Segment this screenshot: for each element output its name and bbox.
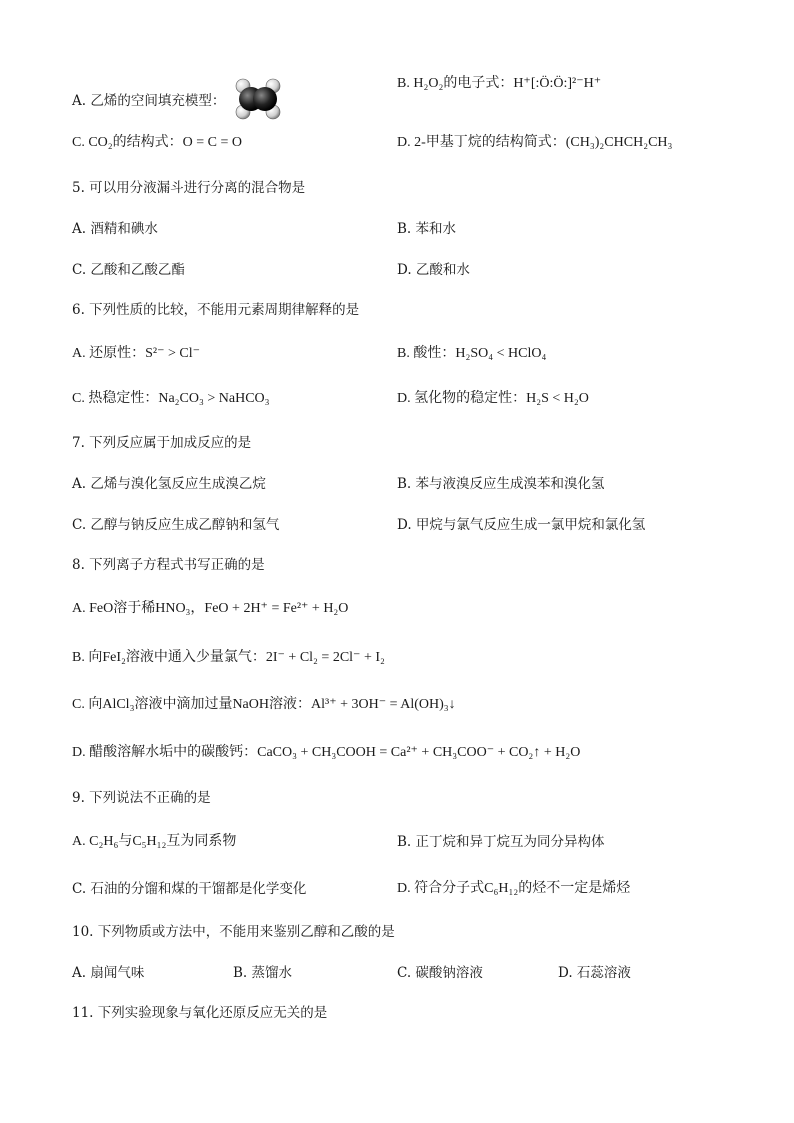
q10-option-d: D. 石蕊溶液	[558, 965, 631, 981]
q10-stem: 10. 下列物质或方法中，不能用来鉴别乙醇和乙酸的是	[72, 924, 395, 940]
q7-option-a: A. 乙烯与溴化氢反应生成溴乙烷	[72, 476, 266, 492]
q9-option-d: D. 符合分子式C₆H₁₂的烃不一定是烯烃	[397, 881, 631, 896]
q9-stem: 9. 下列说法不正确的是	[72, 790, 211, 806]
q5-option-b: B. 苯和水	[397, 221, 457, 237]
q8-option-c: C. 向AlCl₃溶液中滴加过量NaOH溶液：Al³⁺ + 3OH⁻ = Al(OH)₃↓	[72, 697, 456, 712]
ethylene-space-filling-model-icon	[234, 77, 282, 126]
q6-option-c: C. 热稳定性：Na₂CO₃ > NaHCO₃	[72, 391, 270, 406]
q9-option-b: B. 正丁烷和异丁烷互为同分异构体	[397, 834, 605, 850]
q4-option-a-text: A. 乙烯的空间填充模型：	[72, 93, 226, 109]
q6-option-b: B. 酸性：H₂SO₄ < HClO₄	[397, 346, 547, 361]
q10-option-b: B. 蒸馏水	[233, 965, 293, 981]
q11-stem: 11. 下列实验现象与氧化还原反应无关的是	[72, 1005, 328, 1021]
q9-option-c: C. 石油的分馏和煤的干馏都是化学变化	[72, 881, 307, 897]
q4-option-c	[72, 134, 242, 152]
q7-option-d: D. 甲烷与氯气反应生成一氯甲烷和氯化氢	[397, 517, 646, 533]
q6-option-d: D. 氢化物的稳定性：H₂S < H₂O	[397, 391, 589, 406]
q8-option-d: D. 醋酸溶解水垢中的碳酸钙：CaCO₃ + CH₃COOH = Ca²⁺ + CH₃COO⁻ + CO₂↑ + H₂O	[72, 745, 581, 760]
q4-option-d-text: D. 2-甲基丁烷的结构简式：(CH₃)₂CHCH₂CH₃	[397, 135, 673, 150]
q4-option-b	[397, 75, 601, 93]
q6-option-a: A. 还原性：S²⁻ > Cl⁻	[72, 346, 200, 361]
q5-option-c: C. 乙酸和乙酸乙酯	[72, 262, 185, 278]
q4-option-c-text: C. CO₂的结构式：O = C = O	[72, 135, 243, 150]
q9-option-a: A. C₂H₆与C₅H₁₂互为同系物	[72, 834, 237, 849]
q5-option-a: A. 酒精和碘水	[72, 221, 158, 237]
q10-option-a: A. 扇闻气味	[72, 965, 145, 981]
q4-option-d	[397, 134, 672, 152]
q5-option-d: D. 乙酸和水	[397, 262, 470, 278]
q10-option-c: C. 碳酸钠溶液	[397, 965, 483, 981]
q4-option-a	[72, 77, 282, 126]
q7-option-b: B. 苯与液溴反应生成溴苯和溴化氢	[397, 476, 605, 492]
q8-option-a: A. FeO溶于稀HNO₃，FeO + 2H⁺ = Fe²⁺ + H₂O	[72, 601, 349, 616]
q5-stem: 5. 可以用分液漏斗进行分离的混合物是	[72, 180, 306, 196]
q7-stem: 7. 下列反应属于加成反应的是	[72, 435, 252, 451]
q4-option-b-text: B. H₂O₂的电子式：H⁺[:Ö:Ö:]²⁻H⁺	[397, 76, 602, 91]
q8-stem: 8. 下列离子方程式书写正确的是	[72, 557, 265, 573]
q7-option-c: C. 乙醇与钠反应生成乙醇钠和氢气	[72, 517, 280, 533]
q8-option-b: B. 向FeI₂溶液中通入少量氯气：2I⁻ + Cl₂ = 2Cl⁻ + I₂	[72, 650, 385, 665]
q6-stem: 6. 下列性质的比较，不能用元素周期律解释的是	[72, 302, 360, 318]
